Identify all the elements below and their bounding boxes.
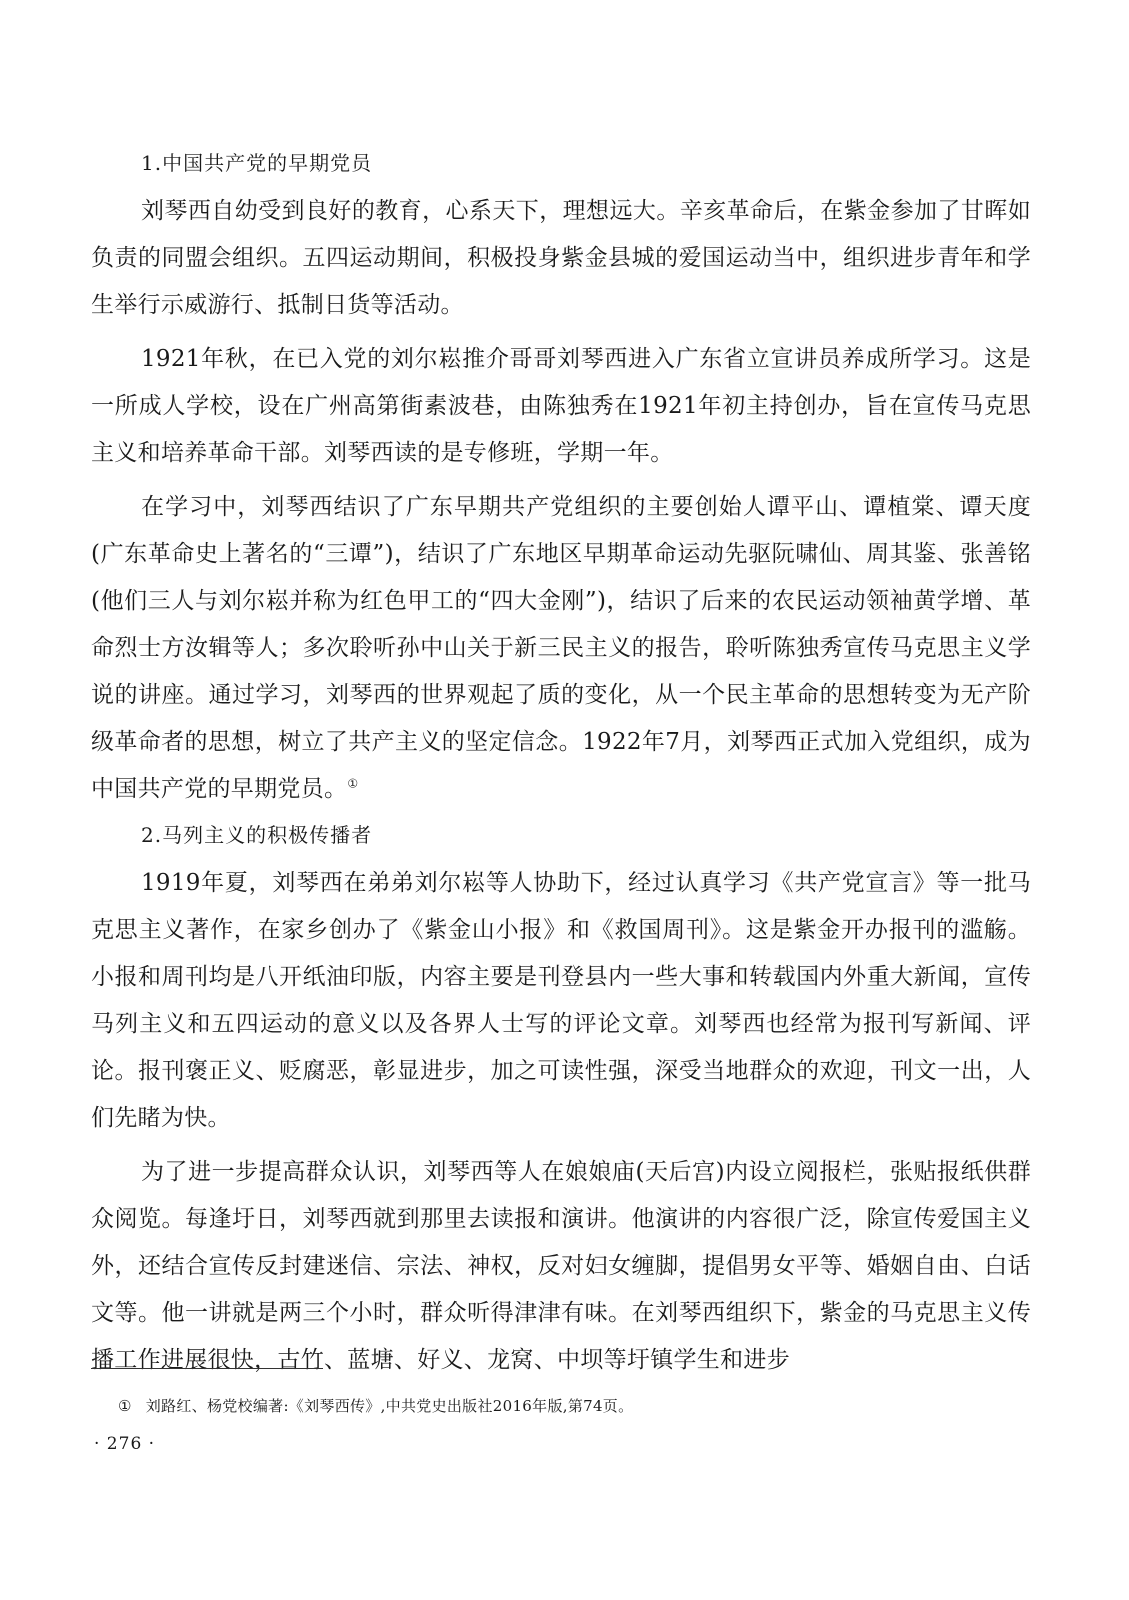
footnote: [118, 1395, 1018, 1417]
page-body: [91, 148, 1031, 1391]
section-heading-1: 1.中国共产党的早期党员: [141, 151, 373, 175]
footnote-text: 刘路红、杨党校编著:《刘琴西传》,中共党史出版社2016年版,第74页。: [145, 1397, 634, 1415]
footnote-divider: [91, 1368, 323, 1369]
paragraph: 为了进一步提高群众认识，刘琴西等人在娘娘庙(天后宫)内设立阅报栏，张贴报纸供群众阅览。每逢圩日，刘琴西就到那里去读报和演讲。他演讲的内容很广泛，除宣传爱国主义外，还结合宣传反封建迷信、宗法、神权，反对妇女缠脚，提倡男女平等、婚姻自由、白话文等。他一讲就是两三个小时，群众听得津津有味。在刘琴西组织下，紫金的马克思主义传播工作进展很快，古竹、蓝塘、好义、龙窝、中坝等圩镇学生和进步: [91, 1159, 1031, 1373]
page-number: · 276 ·: [94, 1434, 156, 1454]
paragraph-with-footnote: [91, 484, 1031, 813]
footnote-reference[interactable]: ①: [347, 776, 359, 791]
paragraph-text: 在学习中，刘琴西结识了广东早期共产党组织的主要创始人谭平山、谭植棠、谭天度(广东革命史上著名的“三谭”)，结识了广东地区早期革命运动先驱阮啸仙、周其鉴、张善铭(他们三人与刘尔崧并称为红色甲工的“四大金刚”)，结识了后来的农民运动领袖黄学增、革命烈士方汝辑等人；多次聆听孙中山关于新三民主义的报告，聆听陈独秀宣传马克思主义学说的讲座。通过学习，刘琴西的世界观起了质的变化，从一个民主革命的思想转变为无产阶级革命者的思想，树立了共产主义的坚定信念。1922年7月，刘琴西正式加入党组织，成为中国共产党的早期党员。: [91, 494, 1031, 802]
paragraph: 刘琴西自幼受到良好的教育，心系天下，理想远大。辛亥革命后，在紫金参加了甘晖如负责的同盟会组织。五四运动期间，积极投身紫金县城的爱国运动当中，组织进步青年和学生举行示威游行、抵制日货等活动。: [91, 198, 1031, 318]
paragraph: 1919年夏，刘琴西在弟弟刘尔崧等人协助下，经过认真学习《共产党宣言》等一批马克思主义著作，在家乡创办了《紫金山小报》和《救国周刊》。这是紫金开办报刊的滥觞。小报和周刊均是八开纸油印版，内容主要是刊登县内一些大事和转载国内外重大新闻，宣传马列主义和五四运动的意义以及各界人士写的评论文章。刘琴西也经常为报刊写新闻、评论。报刊褒正义、贬腐恶，彰显进步，加之可读性强，深受当地群众的欢迎，刊文一出，人们先睹为快。: [91, 870, 1031, 1131]
section-heading-2: 2.马列主义的积极传播者: [141, 823, 373, 847]
paragraph: 1921年秋，在已入党的刘尔崧推介哥哥刘琴西进入广东省立宣讲员养成所学习。这是一所成人学校，设在广州高第街素波巷，由陈独秀在1921年初主持创办，旨在宣传马克思主义和培养革命干部。刘琴西读的是专修班，学期一年。: [91, 346, 1031, 466]
footnote-number: ①: [118, 1397, 132, 1415]
